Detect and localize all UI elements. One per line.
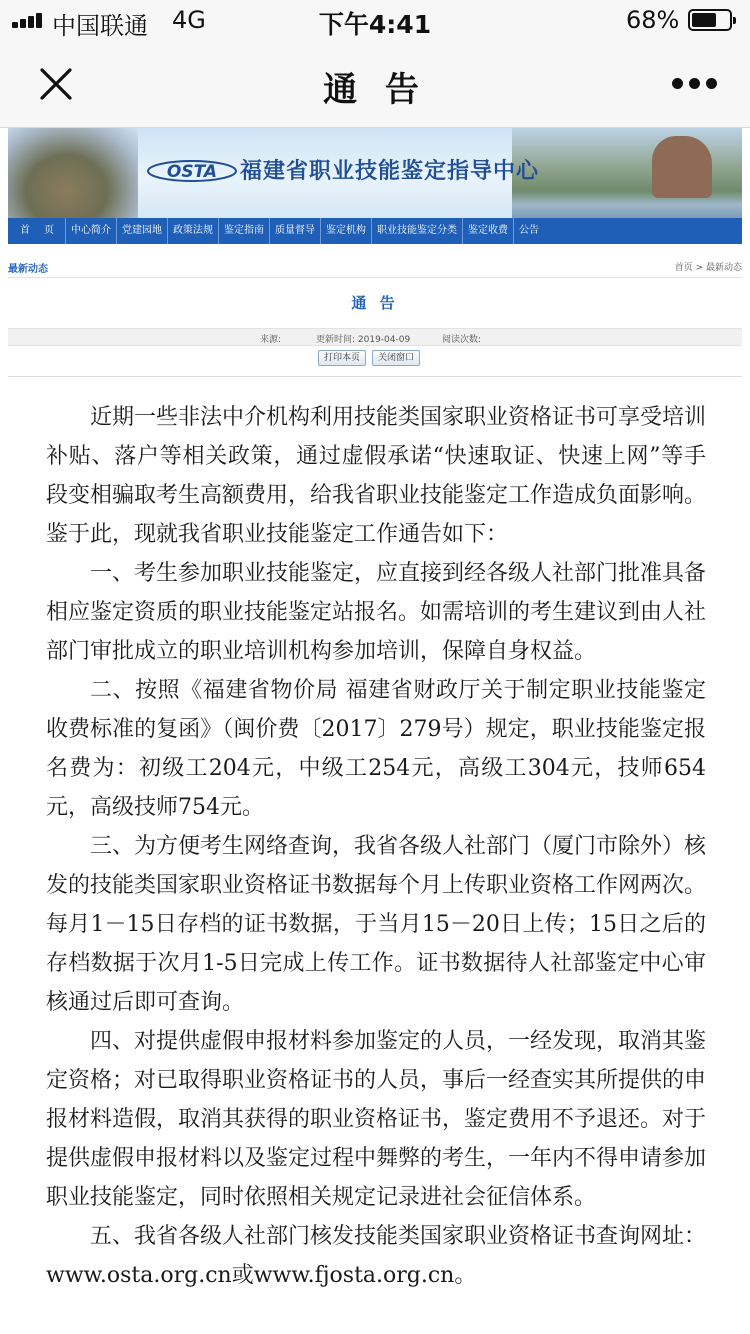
article-paragraph: 一、考生参加职业技能鉴定，应直接到经各级人社部门批准具备相应鉴定资质的职业技能鉴定站报名。如需培训的考生建议到由人社部门审批成立的职业培训机构参加培训，保障自身权益。 (46, 561, 707, 664)
print-button[interactable]: 打印本页 (318, 350, 366, 366)
article-paragraph: 四、对提供虚假申报材料参加鉴定的人员，一经发现，取消其鉴定资格；对已取得职业资格证书的人员，事后一经查实其所提供的申报材料造假，取消其获得的职业资格证书，鉴定费用不予退还。对于提供虚假申报材料以及鉴定过程中舞弊的考生，一年内不得申请参加职业技能鉴定，同时依照相关规定记录进社会征信体系。 (46, 1029, 707, 1210)
site-title: 福建省职业技能鉴定指导中心 (240, 159, 540, 184)
battery-percent: 68% (626, 6, 680, 34)
article-paragraph: 五、我省各级人社部门核发技能类国家职业资格证书查询网址： (90, 1224, 707, 1249)
section-link[interactable]: 最新动态 (8, 264, 48, 275)
menu-item[interactable]: 政策法规 (168, 218, 219, 244)
network-type: 4G (172, 6, 206, 34)
more-icon[interactable] (672, 78, 718, 90)
menu-item[interactable]: 鉴定指南 (219, 218, 270, 244)
article-actions (318, 350, 420, 366)
menu-item[interactable]: 鉴定机构 (321, 218, 372, 244)
osta-logo-text: OSTA (166, 162, 218, 182)
site-menu (8, 218, 742, 244)
menu-item[interactable]: 鉴定收费 (463, 218, 514, 244)
menu-item[interactable]: 党建园地 (117, 218, 168, 244)
breadcrumb-path[interactable]: 首页 > 最新动态 (674, 263, 742, 273)
tulou-image (8, 128, 138, 218)
article-paragraph: 近期一些非法中介机构利用技能类国家职业资格证书可享受培训补贴、落户等相关政策，通过虚假承诺“快速取证、快速上网”等手段变相骗取考生高额费用，给我省职业技能鉴定工作造成负面影响。鉴于此，现就我省职业技能鉴定工作通告如下： (46, 405, 707, 547)
breadcrumb (8, 256, 742, 278)
meta-source: 来源: (260, 335, 282, 345)
page-title: 通 告 (323, 70, 427, 110)
article-paragraph: 二、按照《福建省物价局 福建省财政厅关于制定职业技能鉴定收费标准的复函》（闽价费〔2017〕279号）规定，职业技能鉴定报名费为：初级工204元，中级工254元，高级工304元，技师654元，高级技师754元。 (46, 678, 706, 820)
landscape-image (512, 128, 742, 218)
divider (8, 376, 742, 377)
meta-updated: 更新时间: 2019-04-09 (316, 335, 411, 345)
menu-item[interactable]: 职业技能鉴定分类 (372, 218, 463, 244)
menu-item[interactable]: 首页 (8, 218, 66, 244)
menu-item[interactable]: 质量督导 (270, 218, 321, 244)
osta-logo (146, 156, 238, 186)
query-urls[interactable]: www.osta.org.cn或www.fjosta.org.cn。 (46, 1263, 477, 1288)
close-window-button[interactable]: 关闭窗口 (372, 350, 420, 366)
status-time: 下午4:41 (318, 10, 432, 39)
status-bar (0, 0, 750, 40)
article-meta (8, 328, 742, 346)
battery-icon (688, 9, 732, 31)
menu-item[interactable]: 中心简介 (66, 218, 117, 244)
article-body (46, 398, 706, 1295)
site-banner (8, 128, 742, 218)
article-title: 通 告 (351, 294, 399, 312)
nav-bar (0, 40, 750, 128)
meta-reads: 阅读次数: (442, 335, 482, 345)
menu-item[interactable]: 公告 (519, 225, 539, 236)
article-paragraph: 三、为方便考生网络查询，我省各级人社部门（厦门市除外）核发的技能类国家职业资格证书数据每个月上传职业资格工作网两次。每月1－15日存档的证书数据，于当月15－20日上传；15日之后的存档数据于次月1-5日完成上传工作。证书数据待人社部鉴定中心审核通过后即可查询。 (46, 834, 707, 1015)
carrier-name: 中国联通 (52, 12, 148, 40)
